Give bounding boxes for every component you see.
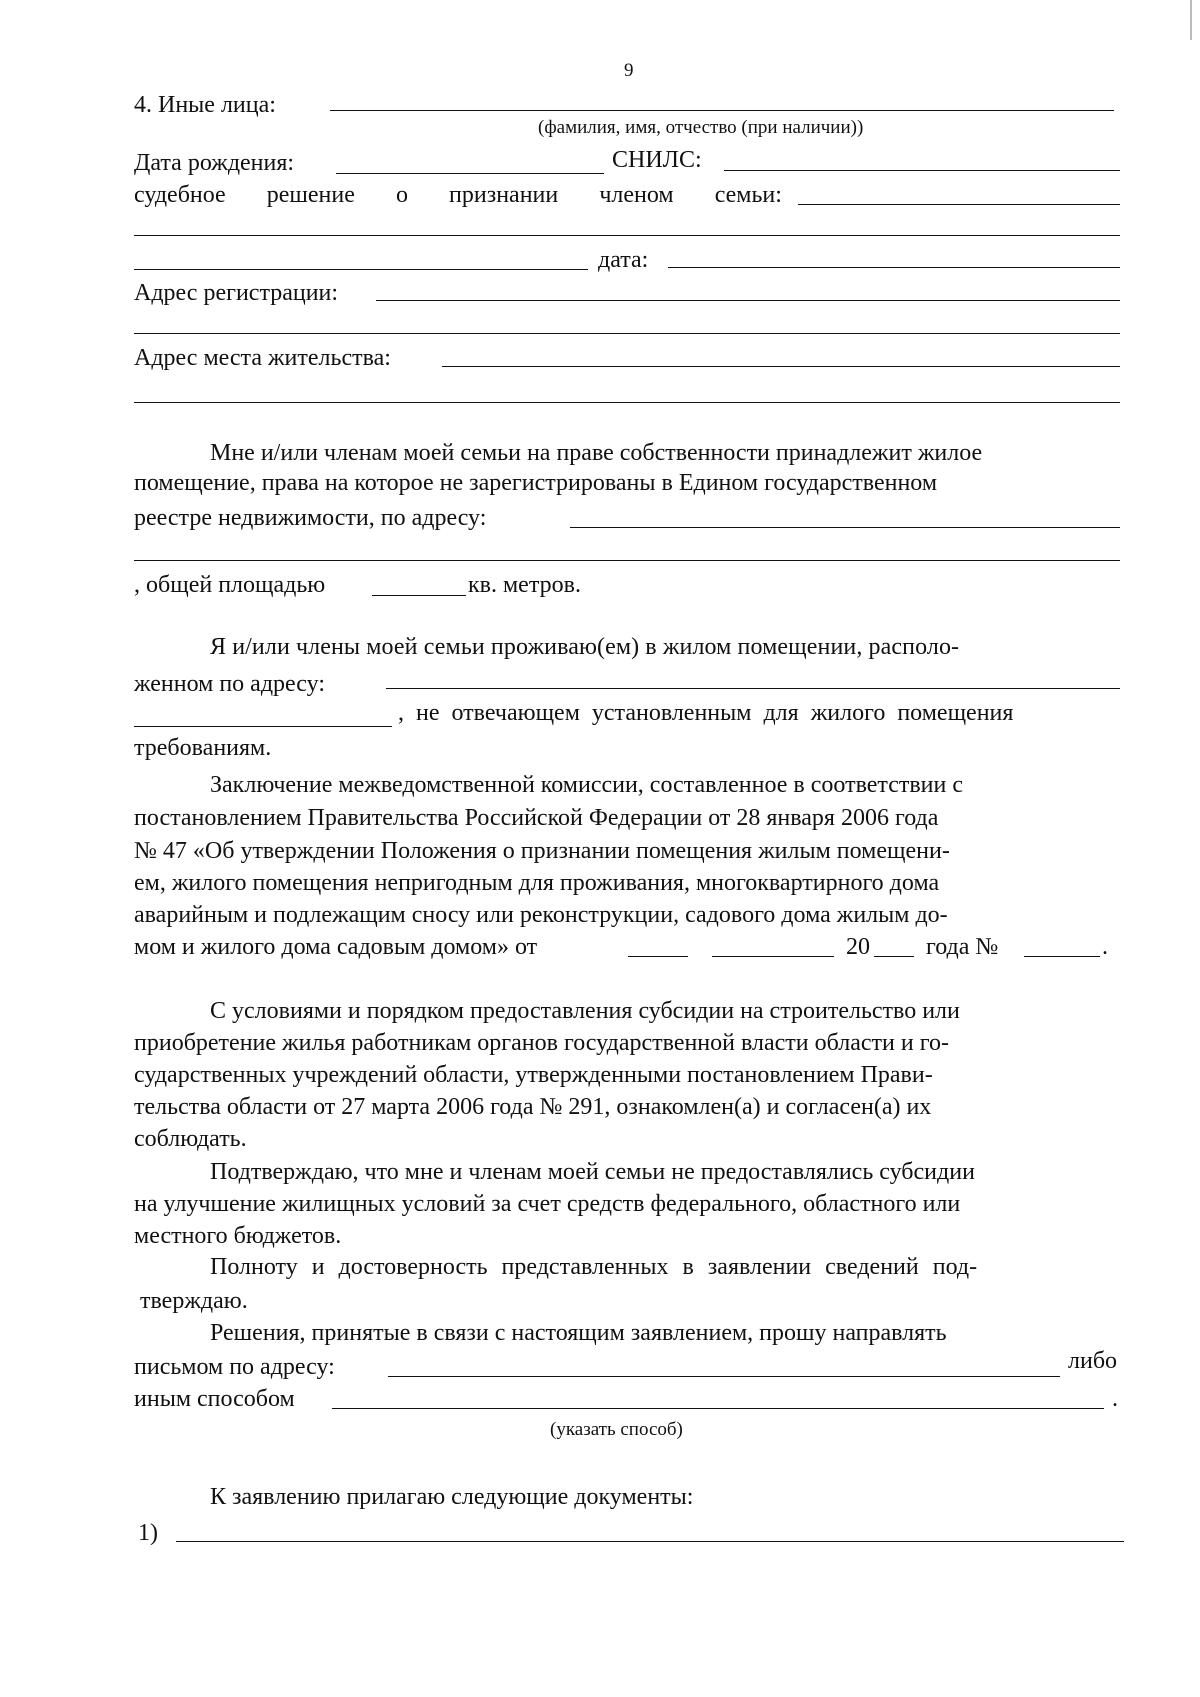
court-decision-field-2[interactable] [134,235,1120,236]
residence-line-4: требованиям. [134,735,272,761]
live-address-label: Адрес места жительства: [134,345,391,371]
conclusion-period: . [1102,934,1108,960]
ownership-address-field[interactable] [570,527,1120,528]
conditions-line-5: соблюдать. [134,1126,247,1152]
method-caption: (указать способ) [550,1419,683,1440]
court-decision-label [134,180,782,210]
conclusion-day-field[interactable] [628,956,688,957]
conclusion-year-prefix: 20 [846,934,870,960]
court-word: решение [266,182,355,208]
conditions-line-3: сударственных учреждений области, утвержденными постановлением Прави- [134,1062,933,1088]
live-address-field-2[interactable] [134,402,1120,403]
confirm-subsidy-line-1: Подтверждаю, что мне и членам моей семьи не предоставлялись субсидии [210,1159,975,1185]
confirm-accuracy-line-1: Полноту и достоверность представленных в заявлении сведений под- [210,1254,978,1280]
attachments-heading: К заявлению прилагаю следующие документы: [210,1484,694,1510]
attachment-item-1-field[interactable] [176,1541,1124,1542]
decisions-or-label: либо [1068,1348,1118,1374]
area-field[interactable] [372,595,466,596]
confirm-subsidy-line-2: на улучшение жилищных условий за счет средств федерального, областного или [134,1191,961,1217]
residence-line-2: женном по адресу: [134,671,325,697]
conclusion-year-field[interactable] [874,956,914,957]
decisions-other-label: иным способом [134,1386,295,1412]
court-word: судебное [134,182,226,208]
court-date-field[interactable] [668,267,1120,268]
other-person-fio-field[interactable] [330,110,1114,111]
conclusion-line-4: ем, жилого помещения непригодным для проживания, многоквартирного дома [134,870,940,896]
conclusion-line-2: постановлением Правительства Российской Федерации от 28 января 2006 года [134,805,939,831]
birth-date-field[interactable] [336,173,604,174]
conclusion-line-5: аварийным и подлежащим сносу или реконструкции, садового дома жилым до- [134,902,948,928]
court-word: членом [599,182,674,208]
attachment-item-1-number: 1) [138,1520,158,1546]
confirm-subsidy-line-3: местного бюджетов. [134,1223,342,1249]
court-decision-field-3[interactable] [134,269,588,270]
conclusion-number-label: года № [926,934,999,960]
conditions-line-2: приобретение жилья работникам органов государственной власти области и го- [134,1030,949,1056]
court-decision-field[interactable] [798,204,1120,205]
scan-edge-mark [1190,0,1192,40]
decisions-line-1: Решения, принятые в связи с настоящим заявлением, прошу направлять [210,1320,947,1346]
area-prefix: , общей площадью [134,572,326,598]
decisions-address-label: письмом по адресу: [134,1354,335,1380]
ownership-line-3: реестре недвижимости, по адресу: [134,505,487,531]
court-word: семьи: [714,182,782,208]
page-number: 9 [624,60,634,81]
court-word: признании [449,182,559,208]
reg-address-label: Адрес регистрации: [134,280,339,306]
reg-address-field-2[interactable] [134,333,1120,334]
reg-address-field[interactable] [376,300,1120,301]
ownership-address-field-2[interactable] [134,560,1120,561]
area-suffix: кв. метров. [468,572,581,598]
conditions-line-4: тельства области от 27 марта 2006 года № 291, ознакомлен(а) и согласен(а) их [134,1094,932,1120]
decisions-other-method-field[interactable] [332,1408,1104,1409]
conclusion-number-field[interactable] [1024,956,1100,957]
live-address-field[interactable] [442,366,1120,367]
residence-line-3: , не отвечающем установленным для жилого помещения [398,700,1014,726]
snils-field[interactable] [724,170,1120,171]
confirm-accuracy-line-2: тверждаю. [140,1288,248,1314]
snils-label: СНИЛС: [612,147,702,173]
conclusion-line-1: Заключение межведомственной комиссии, составленное в соответствии с [210,772,964,798]
fio-caption: (фамилия, имя, отчество (при наличии)) [538,117,864,138]
court-date-label: дата: [598,247,649,273]
decisions-period: . [1112,1386,1118,1412]
court-word: о [395,182,408,208]
ownership-line-1: Мне и/или членам моей семьи на праве собственности принадлежит жилое [210,440,983,466]
conditions-line-1: С условиями и порядком предоставления субсидии на строительство или [210,998,960,1024]
ownership-line-2: помещение, права на которое не зарегистрированы в Едином государственном [134,470,938,496]
birth-date-label: Дата рождения: [134,150,295,176]
residence-address-field[interactable] [386,688,1120,689]
section-4-title: 4. Иные лица: [134,92,276,118]
residence-address-field-2[interactable] [134,726,392,727]
conclusion-month-field[interactable] [712,956,834,957]
residence-line-1: Я и/или члены моей семьи проживаю(ем) в жилом помещении, располо- [210,634,960,660]
decisions-address-field[interactable] [388,1376,1060,1377]
conclusion-line-3: № 47 «Об утверждении Положения о признании помещения жилым помещени- [134,838,950,864]
conclusion-line-6: мом и жилого дома садовым домом» от [134,934,538,960]
